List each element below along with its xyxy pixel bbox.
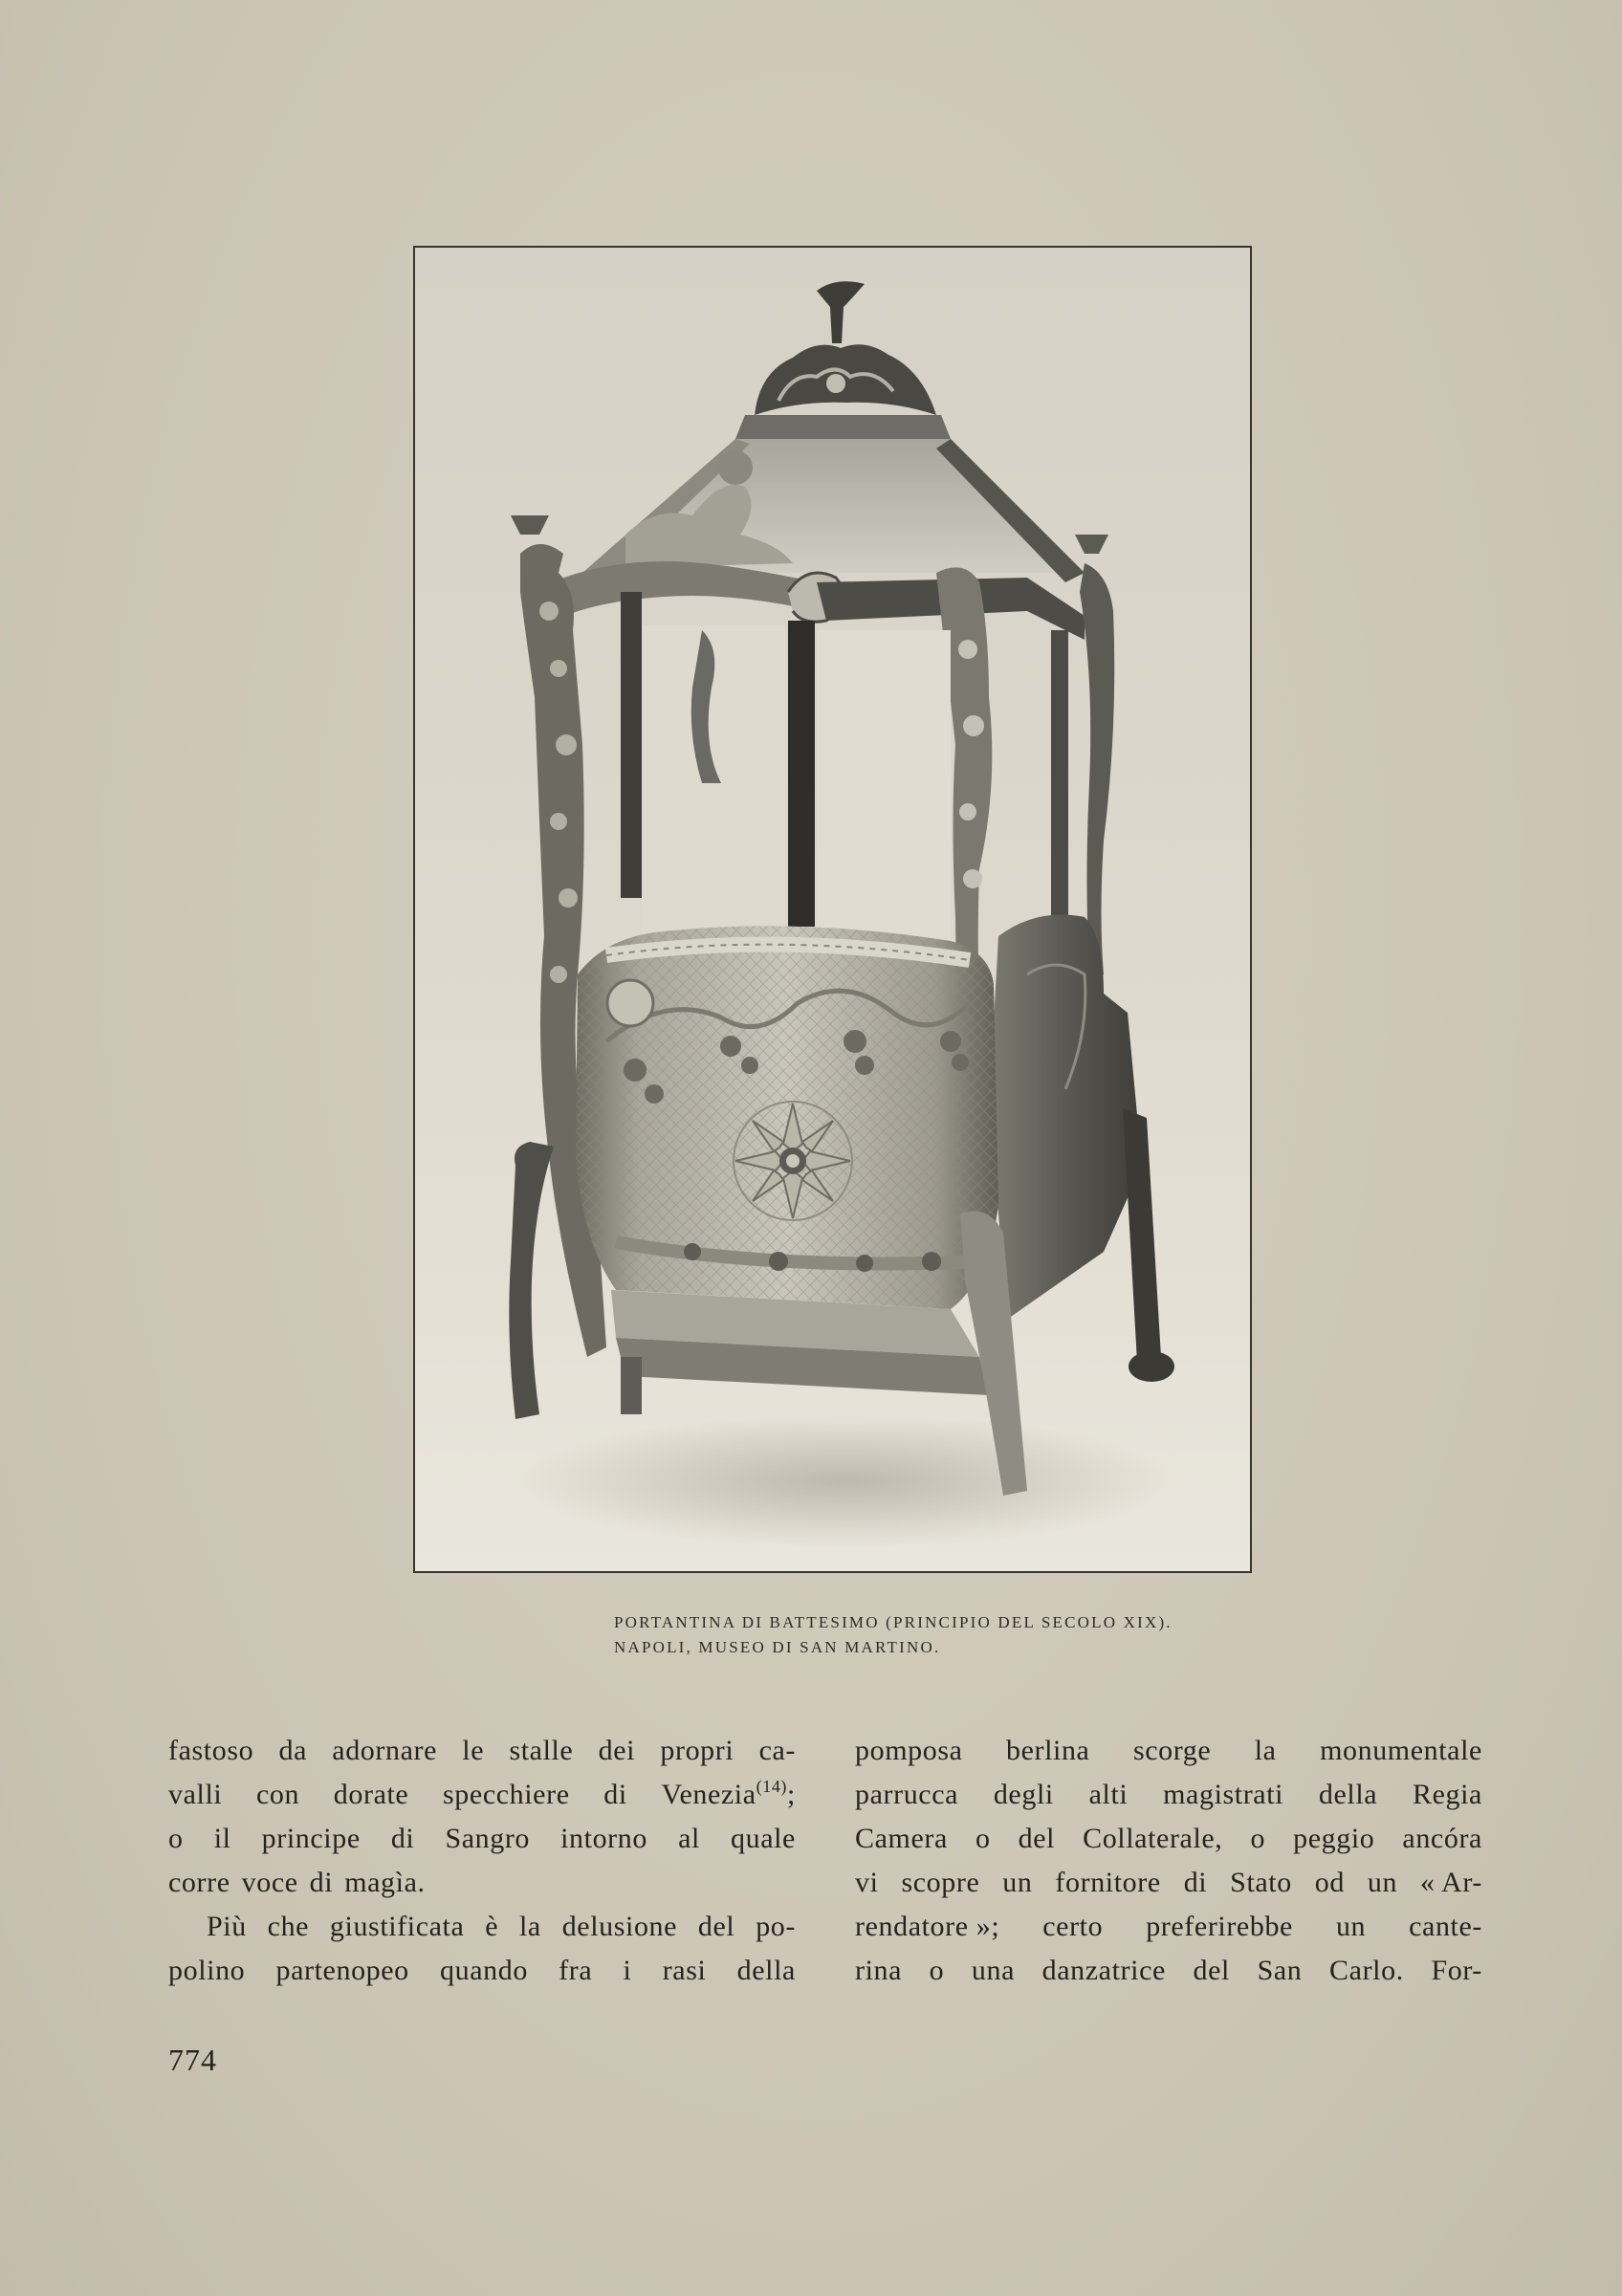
word: Più — [207, 1911, 247, 1942]
word: peggio — [1293, 1823, 1375, 1854]
word: stalle — [509, 1735, 574, 1766]
figure-plate — [413, 246, 1252, 1573]
word: Stato — [1230, 1867, 1292, 1898]
word: rina — [855, 1955, 903, 1986]
word: quale — [731, 1823, 796, 1854]
word: dorate — [333, 1779, 409, 1810]
text-column-left — [168, 1729, 796, 1993]
word: i — [623, 1955, 632, 1986]
word: Collaterale, — [1083, 1823, 1223, 1854]
word: una — [971, 1955, 1016, 1986]
word: principe — [261, 1823, 361, 1854]
word: della — [1318, 1779, 1378, 1810]
word: po- — [756, 1911, 796, 1942]
text-line — [855, 1861, 1482, 1905]
word: un — [1335, 1911, 1367, 1942]
word: magìa. — [344, 1867, 426, 1898]
word: del — [697, 1911, 735, 1942]
word: o — [168, 1823, 184, 1854]
figure-caption — [614, 1610, 1283, 1660]
sedan-chair-photo — [415, 248, 1250, 1571]
text-line — [168, 1905, 796, 1949]
page-number: 774 — [168, 2043, 217, 2077]
word: polino — [168, 1955, 246, 1986]
word: Regia — [1412, 1779, 1482, 1810]
word: che — [267, 1911, 310, 1942]
word: delusione — [561, 1911, 678, 1942]
word: un — [1002, 1867, 1033, 1898]
word: cante- — [1409, 1911, 1482, 1942]
punctuation: ; — [787, 1779, 796, 1810]
word: o — [929, 1955, 945, 1986]
word: adornare — [332, 1735, 438, 1766]
word: del — [1018, 1823, 1056, 1854]
text-line — [855, 1773, 1482, 1817]
word-with-note — [662, 1773, 796, 1817]
word: ca- — [758, 1735, 796, 1766]
word: quando — [440, 1955, 528, 1986]
word: Carlo. — [1329, 1955, 1404, 1986]
caption-line-1: PORTANTINA DI BATTESIMO (PRINCIPIO DEL SECOLO XIX). — [614, 1613, 1173, 1631]
word: del — [1193, 1955, 1230, 1986]
text-line — [168, 1773, 796, 1817]
text-line — [168, 1949, 796, 1993]
word: al — [678, 1823, 700, 1854]
text-line — [855, 1905, 1482, 1949]
word: vi — [855, 1867, 879, 1898]
word: alti — [1088, 1779, 1129, 1810]
text-line — [855, 1949, 1482, 1993]
word: intorno — [560, 1823, 647, 1854]
word: è — [485, 1911, 499, 1942]
text-line — [168, 1729, 796, 1773]
word: parrucca — [855, 1779, 959, 1810]
word: Sangro — [445, 1823, 531, 1854]
word: con — [256, 1779, 300, 1810]
word: pomposa — [855, 1735, 963, 1766]
word: danzatrice — [1041, 1955, 1166, 1986]
word: dei — [598, 1735, 636, 1766]
word: scorge — [1132, 1735, 1212, 1766]
text-line — [168, 1817, 796, 1861]
word: fastoso — [168, 1735, 254, 1766]
word: For- — [1431, 1955, 1482, 1986]
word: giustificata — [329, 1911, 465, 1942]
word: le — [462, 1735, 485, 1766]
word: di — [390, 1823, 415, 1854]
word: ancóra — [1402, 1823, 1482, 1854]
word: certo — [1042, 1911, 1104, 1942]
word: di — [309, 1867, 334, 1898]
word: da — [278, 1735, 307, 1766]
word: berlina — [1005, 1735, 1090, 1766]
word: degli — [993, 1779, 1054, 1810]
word: fra — [559, 1955, 593, 1986]
word: propri — [660, 1735, 734, 1766]
word: scopre — [901, 1867, 980, 1898]
word: o — [975, 1823, 991, 1854]
word: corre — [168, 1867, 230, 1898]
word: il — [213, 1823, 231, 1854]
word: valli — [168, 1779, 223, 1810]
word: la — [519, 1911, 541, 1942]
word: di — [603, 1779, 627, 1810]
word: un — [1367, 1867, 1398, 1898]
word: voce — [241, 1867, 298, 1898]
text-line — [168, 1861, 796, 1905]
word: preferirebbe — [1146, 1911, 1293, 1942]
caption-line-2: NAPOLI, MUSEO DI SAN MARTINO. — [614, 1638, 941, 1656]
text-line — [855, 1817, 1482, 1861]
word: Venezia — [661, 1779, 756, 1810]
word: San — [1257, 1955, 1303, 1986]
word: di — [1183, 1867, 1208, 1898]
word: partenopeo — [275, 1955, 409, 1986]
word: la — [1254, 1735, 1277, 1766]
footnote-ref: (14) — [756, 1777, 788, 1796]
word: « Ar- — [1420, 1867, 1482, 1898]
word: od — [1314, 1867, 1345, 1898]
word: magistrati — [1163, 1779, 1284, 1810]
word: fornitore — [1055, 1867, 1161, 1898]
text-column-right — [855, 1729, 1482, 1993]
word: Camera — [855, 1823, 948, 1854]
word: o — [1250, 1823, 1266, 1854]
word: della — [736, 1955, 796, 1986]
word: rasi — [662, 1955, 707, 1986]
text-line — [855, 1729, 1482, 1773]
word: monumentale — [1320, 1735, 1482, 1766]
word: specchiere — [443, 1779, 570, 1810]
word: rendatore »; — [855, 1911, 1000, 1942]
